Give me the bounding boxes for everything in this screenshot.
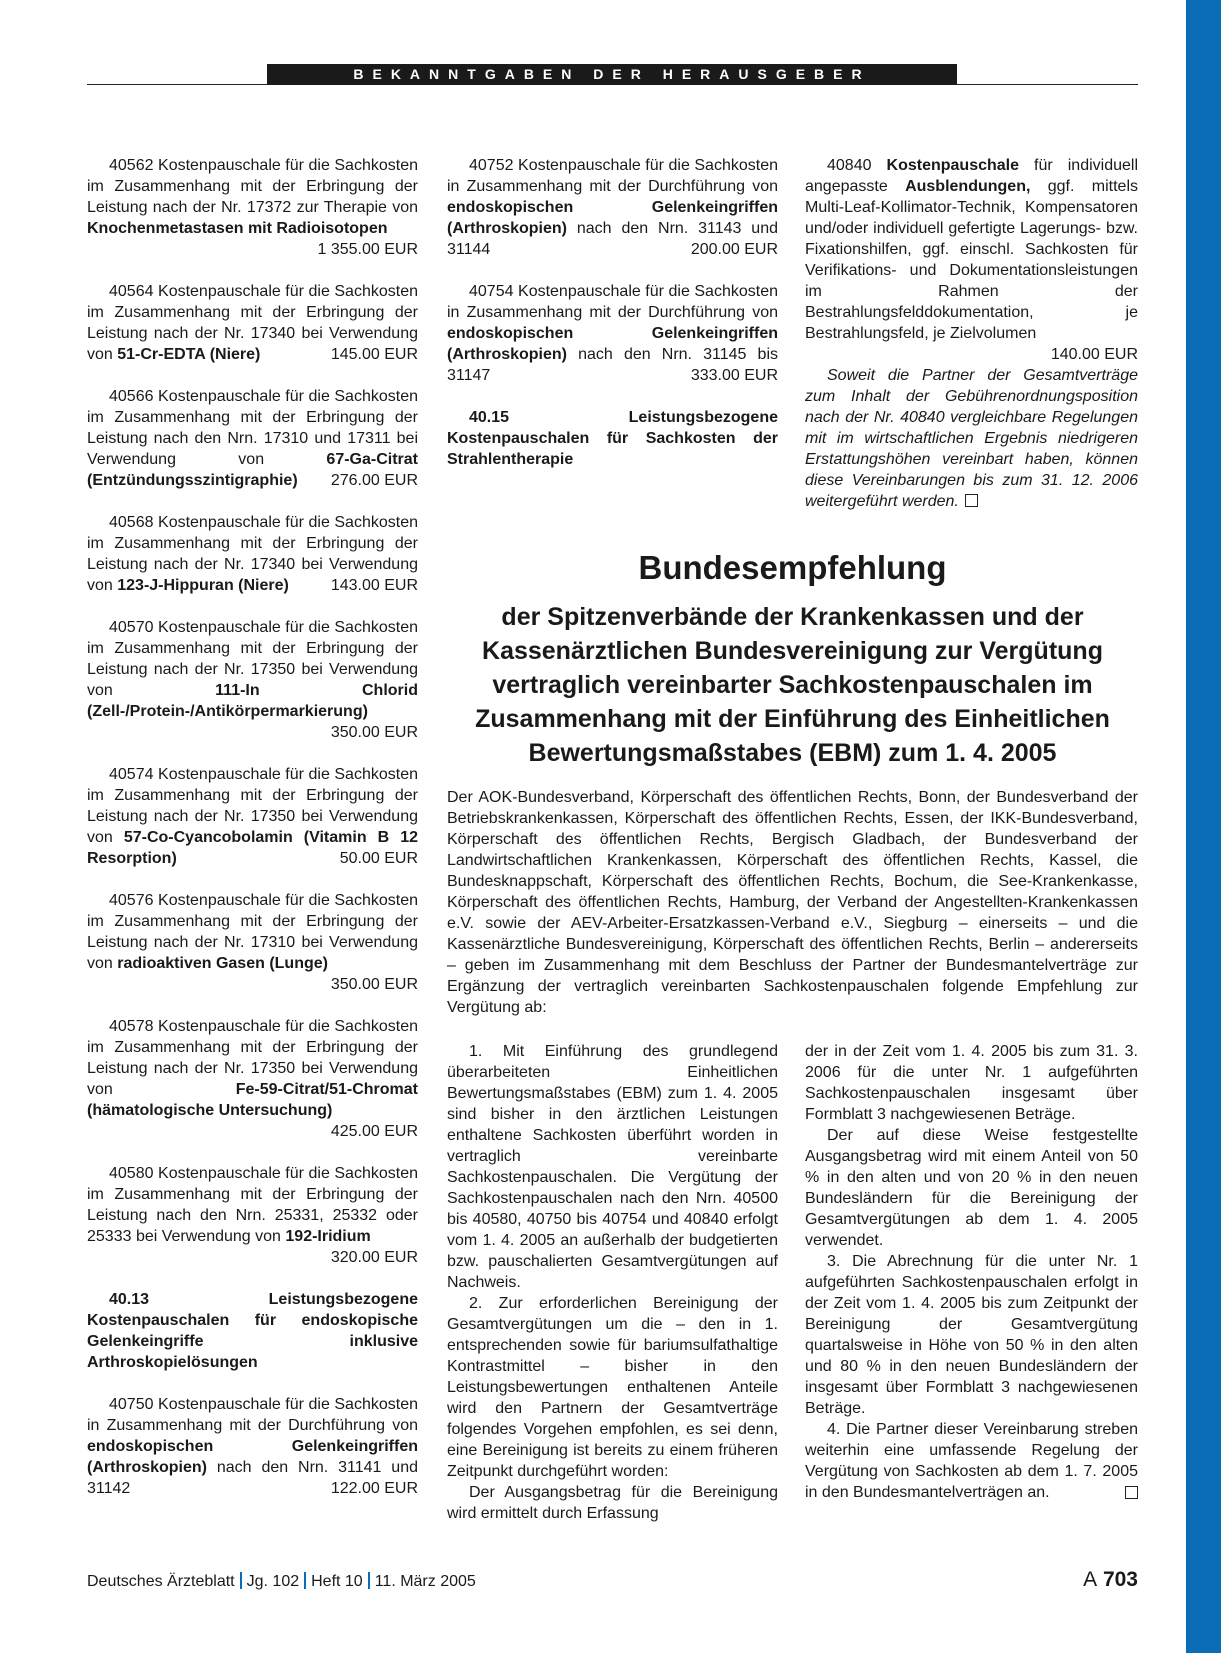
fee-entry: 40564 Kostenpauschale für die Sachkosten im Zusammenhang mit der Erbringung der Leistung nach der Nr. 17340 bei Verwendung von 51-Cr-EDTA (Niere) 145.00 EUR: [87, 283, 418, 363]
issue-date: 11. März 2005: [374, 1573, 476, 1590]
note-40840: Soweit die Partner der Gesamtverträge zum Inhalt der Gebührenordnungsposition nach der Nr. 40840 vergleichbare Regelungen mit im wirtschaftlichen Ergebnis niedrigeren Erstattungshöhen vereinbart haben, können diese Vereinbarungen bis zum 31. 12. 2006 weitergeführt werden.: [805, 367, 1138, 510]
article-body-right: [805, 1041, 1138, 1503]
entry-price: 425.00 EUR: [330, 1123, 418, 1140]
article-title: Bundesempfehlung: [638, 549, 947, 586]
article-paragraph-cont: der in der Zeit vom 1. 4. 2005 bis zum 31. 3. 2006 für die unter Nr. 1 aufgeführten Sachkostenpauschalen insgesamt über Formblatt 3 nachgewiesenen Beträge.: [805, 1043, 1138, 1123]
fee-entry: 40568 Kostenpauschale für die Sachkosten im Zusammenhang mit der Erbringung der Leistung nach der Nr. 17340 bei Verwendung von 123-J-Hippuran (Niere) 143.00 EUR: [87, 514, 418, 594]
fee-entry: 40750 Kostenpauschale für die Sachkosten in Zusammenhang mit der Durchführung von endoskopischen Gelenkeingriffen (Arthroskopien) nach den Nrn. 31141 und 31142 122.00 EUR: [87, 1396, 418, 1497]
entry-price: 145.00 EUR: [330, 346, 418, 363]
journal-name: Deutsches Ärzteblatt: [87, 1573, 235, 1590]
end-mark-icon: [965, 494, 978, 507]
footer-citation: [87, 1572, 476, 1592]
entry-price: 50.00 EUR: [339, 850, 418, 867]
volume: Jg. 102: [246, 1573, 300, 1590]
entry-price: 350.00 EUR: [330, 976, 418, 993]
article-subtitle: der Spitzenverbände der Krankenkassen und der Kassenärztlichen Bundesvereinigung zur Vergütung vertraglich vereinbarter Sachkostenpauschalen im Zusammenhang mit der Einführung des Einheitlichen Bewertungsmaßstabes (EBM) zum 1. 4. 2005: [475, 603, 1110, 767]
page-number: A 703: [1083, 1568, 1138, 1591]
end-mark-icon: [1125, 1486, 1138, 1499]
fee-entry: 40580 Kostenpauschale für die Sachkosten im Zusammenhang mit der Erbringung der Leistung nach den Nrn. 25331, 25332 oder 25333 bei Verwendung von 192-Iridium 320.00 EUR: [87, 1165, 418, 1266]
article-intro: Der AOK-Bundesverband, Körperschaft des öffentlichen Rechts, Bonn, der Bundesverband der Betriebskrankenkassen, Körperschaft des öffentlichen Rechts, Essen, der IKK-Bundesverband, Körperschaft des öffentlichen Rechts, Bergisch Gladbach, der Bundesverband der Landwirtschaftlichen Krankenkassen, Körperschaft des öffentlichen Rechts, Kassel, die Bundesknappschaft, Körperschaft des öffentlichen Rechts, Bochum, die See-Krankenkasse, Körperschaft des öffentlichen Rechts, Hamburg, der Verband der Angestellten-Krankenkassen e.V. sowie der AEV-Arbeiter-Ersatzkassen-Verband e.V., Siegburg – einerseits – und die Kassenärztliche Bundesvereinigung, Körperschaft des öffentlichen Rechts, Berlin – andererseits – geben im Zusammenhang mit dem Beschluss der Partner der Bundesmantelverträge zur Ergänzung der vertraglich vereinbarten Sachkostenpauschalen folgende Empfehlung zur Vergütung ab:: [447, 789, 1138, 1016]
edge-color-bar: [1186, 0, 1221, 1653]
entry-price: 320.00 EUR: [330, 1249, 418, 1266]
article-point-1: 1. Mit Einführung des grundlegend überarbeiteten Einheitlichen Bewertungsmaßstabes (EBM) zum 1. 4. 2005 sind bisher in den ärztlichen Leistungen enthaltene Sachkosten überführt worden in vertraglich vereinbarte Sachkostenpauschalen. Die Vergütung der Sachkostenpauschalen nach den Nrn. 40500 bis 40580, 40750 bis 40754 und 40840 erfolgt vom 1. 4. 2005 an außerhalb der budgetierten bzw. pauschalierten Gesamtvergütungen auf Nachweis.: [447, 1043, 778, 1291]
entry-price: 1 355.00 EUR: [317, 241, 418, 258]
fee-entry: 40574 Kostenpauschale für die Sachkosten im Zusammenhang mit der Erbringung der Leistung nach der Nr. 17350 bei Verwendung von 57-Co-Cyancobolamin (Vitamin B 12 Resorption) 50.00 EUR: [87, 766, 418, 867]
middle-column: [447, 155, 778, 491]
article-point-4: 4. Die Partner dieser Vereinbarung streben weiterhin eine umfassende Regelung der Vergütung von Sachkosten ab dem 1. 7. 2005 in den Bundesmantelverträgen an.: [805, 1421, 1138, 1501]
right-column: [805, 155, 1138, 512]
entry-price: 333.00 EUR: [690, 367, 778, 384]
entry-price: 200.00 EUR: [690, 241, 778, 258]
entry-price: 143.00 EUR: [330, 577, 418, 594]
article-paragraph: Der auf diese Weise festgestellte Ausgangsbetrag wird mit einem Anteil von 50 % in den alten und von 20 % in den neuen Bundesländern für die Bereinigung der Gesamtvergütungen ab dem 1. 4. 2005 verwendet.: [805, 1127, 1138, 1249]
article-body-left: [447, 1041, 778, 1524]
fee-entry: 40752 Kostenpauschale für die Sachkosten in Zusammenhang mit der Durchführung von endoskopischen Gelenkeingriffen (Arthroskopien) nach den Nrn. 31143 und 31144 200.00 EUR: [447, 157, 778, 258]
fee-entry: 40566 Kostenpauschale für die Sachkosten im Zusammenhang mit der Erbringung der Leistung nach den Nrn. 17310 und 17311 bei Verwendung von 67-Ga-Citrat (Entzündungsszintigraphie) 276.00 EUR: [87, 388, 418, 489]
section-heading-40-15: 40.15 Leistungsbezogene Kostenpauschalen für Sachkosten der Strahlentherapie: [447, 409, 778, 468]
fee-entry: 40570 Kostenpauschale für die Sachkosten im Zusammenhang mit der Erbringung der Leistung nach der Nr. 17350 bei Verwendung von 111-In Chlorid (Zell-/Protein-/Antikörpermarkierung) 350.00 EUR: [87, 619, 418, 741]
fee-entry: 40562 Kostenpauschale für die Sachkosten im Zusammenhang mit der Erbringung der Leistung nach der Nr. 17372 zur Therapie von Knochenmetastasen mit Radioisotopen 1 355.00 EUR: [87, 157, 418, 258]
fee-entry: 40754 Kostenpauschale für die Sachkosten in Zusammenhang mit der Durchführung von endoskopischen Gelenkeingriffen (Arthroskopien) nach den Nrn. 31145 bis 31147 333.00 EUR: [447, 283, 778, 384]
fee-entry: 40576 Kostenpauschale für die Sachkosten im Zusammenhang mit der Erbringung der Leistung nach der Nr. 17310 bei Verwendung von radioaktiven Gasen (Lunge) 350.00 EUR: [87, 892, 418, 993]
entry-price: 122.00 EUR: [330, 1480, 418, 1497]
entry-price: 350.00 EUR: [330, 724, 418, 741]
article-point-3: 3. Die Abrechnung für die unter Nr. 1 aufgeführten Sachkostenpauschalen erfolgt in der Zeit vom 1. 4. 2005 bis zum Zeitpunkt der Bereinigung der Gesamtvergütung quartalsweise in Höhe von 50 % in den alten und 80 % in den neuen Bundesländern der insgesamt über Formblatt 3 nachgewiesenen Beträge.: [805, 1253, 1138, 1417]
issue: Heft 10: [311, 1573, 363, 1590]
section-heading-40-13: 40.13 Leistungsbezogene Kostenpauschalen für endoskopische Gelenkeingriffe inklusive Arthroskopielösungen: [87, 1291, 418, 1371]
article-paragraph: Der Ausgangsbetrag für die Bereinigung wird ermittelt durch Erfassung: [447, 1484, 778, 1522]
entry-price: 276.00 EUR: [330, 472, 418, 489]
left-column: [87, 155, 418, 1520]
article-point-2: 2. Zur erforderlichen Bereinigung der Gesamtvergütungen um die – den in 1. entsprechenden sowie für bariumsulfathaltige Kontrastmittel – bisher in den Leistungsbewertungen enthaltenen Anteile wird den Partnern der Gesamtverträge folgendes Vorgehen empfohlen, es sei denn, eine Bereinigung ist bereits zu einem früheren Zeitpunkt durchgeführt worden:: [447, 1295, 778, 1480]
entry-40840: 40840 Kostenpauschale für individuell angepasste Ausblendungen, ggf. mittels Multi-Leaf-Kollimator-Technik, Kompensatoren und/oder individuell gefertigte Lagerungs- bzw. Fixationshilfen, ggf. einschl. Sachkosten für Verifikations- und Dokumentationsleistungen im Rahmen der Bestrahlungsfelddokumentation, je Bestrahlungsfeld, je Zielvolumen 140.00 EUR: [805, 157, 1139, 363]
entry-price: 140.00 EUR: [1050, 346, 1138, 363]
section-header-band: BEKANNTGABEN DER HERAUSGEBER: [267, 64, 957, 85]
fee-entry: 40578 Kostenpauschale für die Sachkosten im Zusammenhang mit der Erbringung der Leistung nach der Nr. 17350 bei Verwendung von Fe-59-Citrat/51-Chromat (hämatologische Untersuchung) 425.00 EUR: [87, 1018, 418, 1140]
